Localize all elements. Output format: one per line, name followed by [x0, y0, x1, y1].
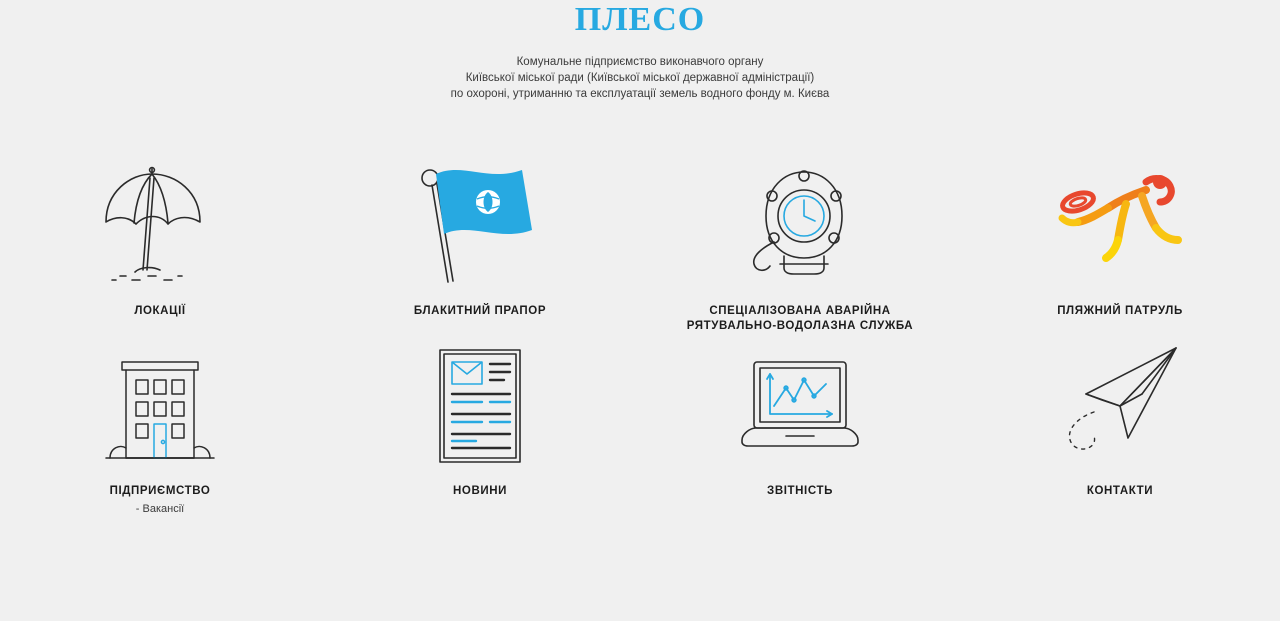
nav-tile-label: ЗВІТНІСТЬ: [767, 485, 833, 497]
nav-tile-locations[interactable]: [0, 160, 320, 340]
nav-tile-blue-flag[interactable]: [320, 160, 640, 340]
nav-tile-grid: [0, 160, 1280, 520]
beach-umbrella-icon: [90, 160, 230, 290]
page-header: [0, 0, 1280, 102]
nav-tile-label: БЛАКИТНИЙ ПРАПОР: [413, 305, 547, 317]
page-title: ПЛЕСО: [574, 1, 706, 38]
newspaper-icon: [410, 340, 550, 470]
blue-flag-icon: [410, 160, 550, 290]
diving-helmet-icon: [730, 160, 870, 290]
nav-tile-rescue-service[interactable]: [640, 160, 960, 340]
org-description: [0, 54, 1280, 102]
laptop-chart-icon: [730, 340, 870, 470]
nav-tile-enterprise[interactable]: [0, 340, 320, 520]
org-description-line-1: Комунальне підприємство виконавчого органу: [516, 56, 764, 68]
org-description-line-3: по охороні, утриманню та експлуатації земель водного фонду м. Києва: [450, 88, 830, 100]
nav-tile-sublabel-vacancies[interactable]: - Вакансії: [135, 503, 185, 515]
paper-plane-icon: [1050, 340, 1190, 470]
org-description-line-2: Київської міської ради (Київської міської державної адміністрації): [465, 72, 815, 84]
beach-patrol-runner-icon: [1050, 160, 1190, 290]
nav-tile-news[interactable]: [320, 340, 640, 520]
nav-tile-label: ЛОКАЦІЇ: [134, 305, 186, 317]
nav-tile-beach-patrol[interactable]: [960, 160, 1280, 340]
nav-tile-label: СПЕЦІАЛІЗОВАНА АВАРІЙНА РЯТУВАЛЬНО-ВОДОЛАЗНА СЛУЖБА: [686, 305, 914, 332]
nav-tile-label: ПІДПРИЄМСТВО: [109, 485, 211, 497]
nav-tile-label: КОНТАКТИ: [1086, 485, 1154, 497]
nav-tile-reporting[interactable]: [640, 340, 960, 520]
nav-tile-contacts[interactable]: [960, 340, 1280, 520]
nav-tile-label: НОВИНИ: [453, 485, 507, 497]
nav-tile-label: ПЛЯЖНИЙ ПАТРУЛЬ: [1057, 305, 1183, 317]
office-building-icon: [90, 340, 230, 470]
